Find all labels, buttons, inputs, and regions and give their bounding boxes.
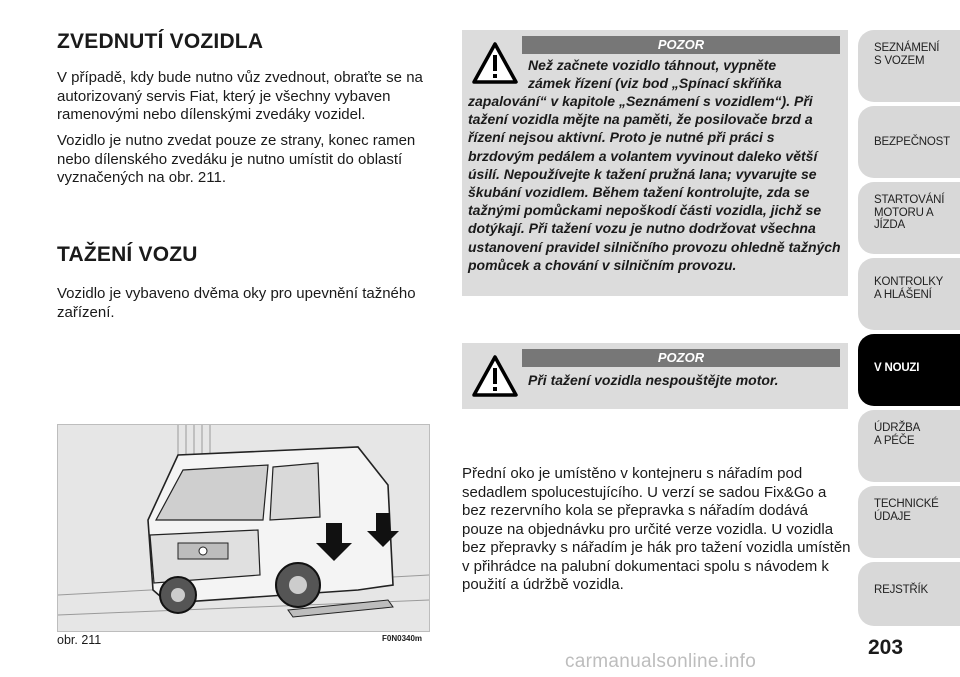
warning-text-body: zapalování“ v kapitole „Seznámení s vozidlem“). Při tažení vozidla mějte na paměti, že posilovače brzd a řízení nejsou aktivní. Proto je nutné při práci s brzdovým pedálem a volantem vyvinout daleko větší úsilí. Nepoužívejte k tažení pružná lana; vyvarujte se škubání vozidlem. Během tažení kontrolujte, zda se tažnými pomůckami nepoškodí části vozidla, jichž se dotýkají. Při tažení vozu je nutno dodržovat všechna ustanovení pravidel silničního provozu ohledně tažných pomůcek a chování v silničním provozu.: [468, 93, 841, 273]
nav-tab-label: ÚDRŽBA A PÉČE: [874, 422, 920, 447]
lifting-paragraph-2: Vozidlo je nutno zvedat pouze ze strany, konec ramen nebo dílenského zvedáku je nutno umístit do oblastí vyznačených na obr. 211.: [57, 132, 416, 186]
heading-towing: TAŽENÍ VOZU: [57, 243, 198, 266]
nav-tab-label: KONTROLKY A HLÁŠENÍ: [874, 276, 943, 301]
nav-tab-technicke-udaje[interactable]: [858, 486, 960, 558]
nav-tab-rejstrik[interactable]: [858, 562, 960, 626]
nav-tab-seznameni[interactable]: [858, 30, 960, 102]
warning-title: POZOR: [522, 36, 840, 54]
towing-eye-paragraph: Přední oko je umístěno v kontejneru s nářadím pod sedadlem spolucestujícího. U verzí se sadou Fix&Go a bez rezervního kola se přepravka s nářadím dodává pouze na objednávku pro určité verze vozidla. U vozidla bez přepravky s nářadím je hák pro tažení vozidla umístěn v přihrádce na palubní dokumentaci spolu s návodem k použití a údržbě vozidla.: [462, 465, 851, 593]
warning-title: POZOR: [522, 349, 840, 367]
page-number: 203: [868, 636, 904, 659]
nav-tab-bezpecnost[interactable]: [858, 106, 960, 178]
nav-tab-kontrolky[interactable]: [858, 258, 960, 330]
nav-tab-label: V NOUZI: [874, 362, 920, 374]
warning-text: Při tažení vozidla nespouštějte motor.: [528, 372, 779, 388]
heading-lifting-vehicle: ZVEDNUTÍ VOZIDLA: [57, 30, 264, 53]
nav-tab-udrzba[interactable]: [858, 410, 960, 482]
nav-tab-label: TECHNICKÉ ÚDAJE: [874, 498, 939, 523]
warning-triangle-icon: [472, 42, 518, 84]
figure-caption: obr. 211: [57, 633, 102, 647]
warning-text-line-1: Než začnete vozidlo táhnout, vypněte: [528, 57, 777, 73]
nav-tab-v-nouzi[interactable]: [858, 334, 960, 406]
van-drawing: [58, 425, 429, 631]
lifting-paragraph-1: V případě, kdy bude nutno vůz zvednout, obraťte se na autorizovaný servis Fiat, který je všechny vybaven ramenovými nebo dílenskými zvedáky vozidel.: [57, 69, 423, 123]
warning-text-line-2: zámek řízení (viz bod „Spínací skříňka: [528, 75, 782, 91]
warning-box-2: [462, 343, 848, 409]
figure-van-illustration: [57, 424, 430, 632]
nav-tab-label: SEZNÁMENÍ S VOZEM: [874, 42, 940, 67]
warning-box-1: [462, 30, 848, 296]
nav-tab-label: REJSTŘÍK: [874, 584, 928, 596]
nav-tab-label: BEZPEČNOST: [874, 136, 950, 148]
nav-tab-startovani[interactable]: [858, 182, 960, 254]
figure-code: F0N0340m: [382, 634, 423, 643]
nav-tab-label: STARTOVÁNÍ MOTORU A JÍZDA: [874, 194, 945, 231]
warning-triangle-icon: [472, 355, 518, 397]
towing-paragraph: Vozidlo je vybaveno dvěma oky pro upevnění tažného zařízení.: [57, 285, 416, 321]
watermark: carmanualsonline.info: [565, 651, 757, 672]
